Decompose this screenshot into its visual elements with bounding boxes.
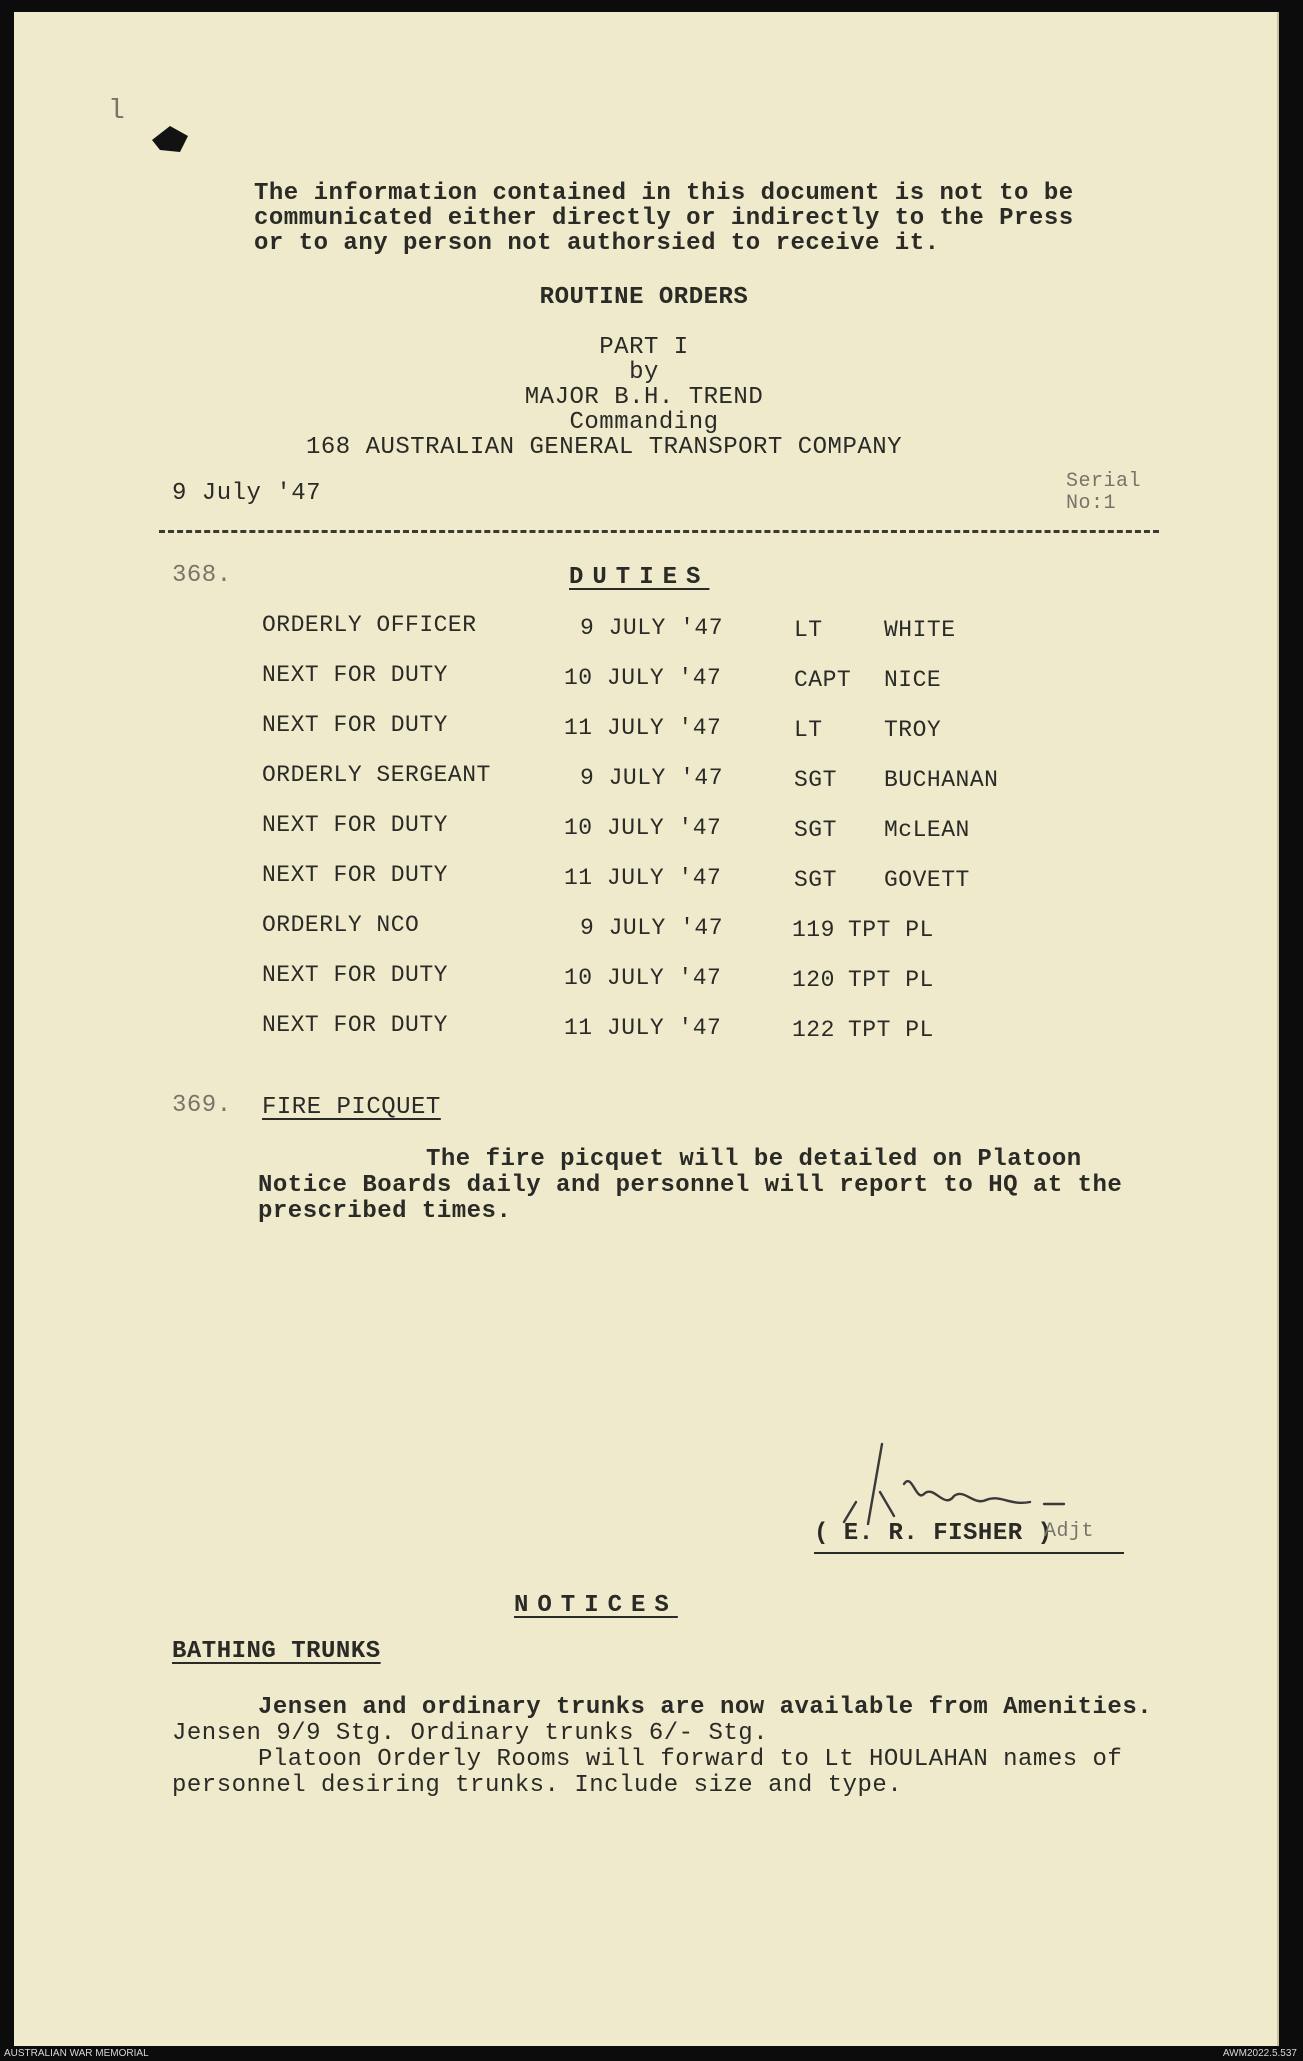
archive-footer — [0, 2047, 1303, 2061]
notice-line: personnel desiring trunks. Include size and type. — [172, 1772, 903, 1799]
notice-line: Platoon Orderly Rooms will forward to Lt HOULAHAN names of — [258, 1746, 1123, 1773]
unit-name: 168 AUSTRALIAN GENERAL TRANSPORT COMPANY — [305, 434, 903, 461]
duty-date: 11 JULY '47 — [564, 1015, 722, 1041]
duty-rank: SGT — [794, 767, 837, 793]
notices-heading: NOTICES — [514, 1592, 678, 1619]
commanding-label: Commanding — [569, 409, 719, 436]
duty-rank: 120 — [792, 967, 835, 993]
order-date: 9 July '47 — [172, 480, 322, 507]
order-number: 369. — [172, 1092, 232, 1119]
notice-subheading: BATHING TRUNKS — [172, 1638, 381, 1665]
duty-name: TROY — [884, 717, 942, 743]
duty-role: ORDERLY NCO — [262, 912, 420, 938]
section-heading: DUTIES — [569, 564, 710, 591]
body-line: Notice Boards daily and personnel will report to HQ at the — [258, 1172, 1123, 1199]
confidentiality-line: The information contained in this document is not to be — [254, 180, 1074, 207]
margin-mark: l — [108, 96, 126, 127]
duty-date: 10 JULY '47 — [564, 665, 722, 691]
duty-rank: SGT — [794, 817, 837, 843]
serial-label: Serial — [1066, 470, 1142, 493]
duty-date: 9 JULY '47 — [580, 915, 724, 941]
duty-rank: LT — [794, 717, 823, 743]
archive-reference: AWM2022.5.537 — [1222, 2048, 1297, 2059]
confidentiality-line: or to any person not authorsied to receive it. — [254, 230, 940, 257]
duty-date: 11 JULY '47 — [564, 865, 722, 891]
duty-role: ORDERLY OFFICER — [262, 612, 477, 638]
duty-role: NEXT FOR DUTY — [262, 1012, 448, 1038]
duty-name: BUCHANAN — [884, 767, 999, 793]
order-number: 368. — [172, 562, 232, 589]
duty-rank: CAPT — [794, 667, 852, 693]
body-line: The fire picquet will be detailed on Platoon — [426, 1146, 1082, 1173]
officer-name: MAJOR B.H. TREND — [524, 384, 764, 411]
serial-number: No:1 — [1066, 492, 1117, 515]
signature-underline — [814, 1552, 1124, 1554]
duty-date: 9 JULY '47 — [580, 765, 724, 791]
duty-rank: 122 — [792, 1017, 835, 1043]
part-label: PART I — [599, 334, 689, 361]
duty-role: NEXT FOR DUTY — [262, 962, 448, 988]
duty-role: NEXT FOR DUTY — [262, 712, 448, 738]
duty-rank: SGT — [794, 867, 837, 893]
duty-rank: LT — [794, 617, 823, 643]
duty-name: TPT PL — [848, 967, 934, 993]
duty-role: NEXT FOR DUTY — [262, 862, 448, 888]
body-line: prescribed times. — [258, 1198, 512, 1225]
section-heading: FIRE PICQUET — [262, 1094, 441, 1121]
duty-role: NEXT FOR DUTY — [262, 812, 448, 838]
duty-name: TPT PL — [848, 1017, 934, 1043]
confidentiality-line: communicated either directly or indirectly to the Press — [254, 205, 1074, 232]
notice-line: Jensen and ordinary trunks are now available from Amenities. — [258, 1694, 1153, 1721]
duty-date: 9 JULY '47 — [580, 615, 724, 641]
punch-hole-mark — [150, 122, 196, 162]
archive-name: AUSTRALIAN WAR MEMORIAL — [4, 2048, 149, 2059]
signatory-name: ( E. R. FISHER ) — [814, 1520, 1053, 1547]
duty-name: GOVETT — [884, 867, 970, 893]
duty-name: McLEAN — [884, 817, 970, 843]
duty-name: WHITE — [884, 617, 956, 643]
duty-date: 11 JULY '47 — [564, 715, 722, 741]
duty-rank: 119 — [792, 917, 835, 943]
by-label: by — [629, 359, 659, 386]
header-divider — [159, 530, 1159, 533]
document-page — [14, 12, 1279, 2046]
duty-role: ORDERLY SERGEANT — [262, 762, 491, 788]
signatory-suffix: Adjt — [1044, 1520, 1095, 1543]
duty-role: NEXT FOR DUTY — [262, 662, 448, 688]
duty-date: 10 JULY '47 — [564, 815, 722, 841]
duty-date: 10 JULY '47 — [564, 965, 722, 991]
document-title: ROUTINE ORDERS — [539, 284, 749, 311]
duty-name: NICE — [884, 667, 942, 693]
duty-name: TPT PL — [848, 917, 934, 943]
notice-line: Jensen 9/9 Stg. Ordinary trunks 6/- Stg. — [172, 1720, 769, 1747]
